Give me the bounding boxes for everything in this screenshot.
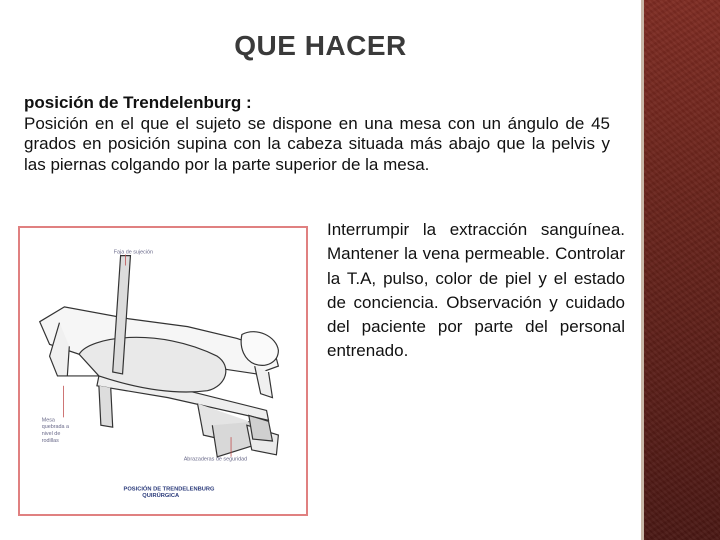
- figure-caption-line-1: POSICIÓN DE TRENDELENBURG: [123, 486, 215, 493]
- label-table-line-3: nivel de: [41, 431, 61, 438]
- actions-list: Interrumpir la extracción sanguínea. Mantener la vena permeable. Controlar la T.A, pulso, color de piel y el estado de conciencia. Observación y cuidado del paciente por parte del personal entrenado.: [327, 220, 625, 361]
- definition-text: Posición en el que el sujeto se dispone en una mesa con un ángulo de 45 grados en posición supina con la cabeza situada más abajo que la pelvis y las piernas colgando por la parte superior de la mesa.: [24, 113, 610, 174]
- label-table-line-1: Mesa: [41, 417, 55, 424]
- figure-caption-line-2: QUIRÚRGICA: [142, 493, 180, 500]
- label-table-line-2: quebrada a: [41, 424, 70, 431]
- decorative-side-bar: [641, 0, 720, 540]
- definition-paragraph: [24, 93, 610, 175]
- label-table-line-4: rodillas: [41, 438, 59, 445]
- label-restraints: Abrazaderas de seguridad: [183, 456, 248, 463]
- definition-heading: posición de Trendelenburg :: [24, 93, 252, 112]
- trendelenburg-drawing: [20, 228, 306, 514]
- label-strap: Faja de sujeción: [113, 249, 154, 256]
- slide-title: QUE HACER: [234, 30, 407, 61]
- trendelenburg-illustration: [18, 226, 308, 516]
- patient-figure: [40, 307, 279, 398]
- safety-restraint: [249, 415, 273, 441]
